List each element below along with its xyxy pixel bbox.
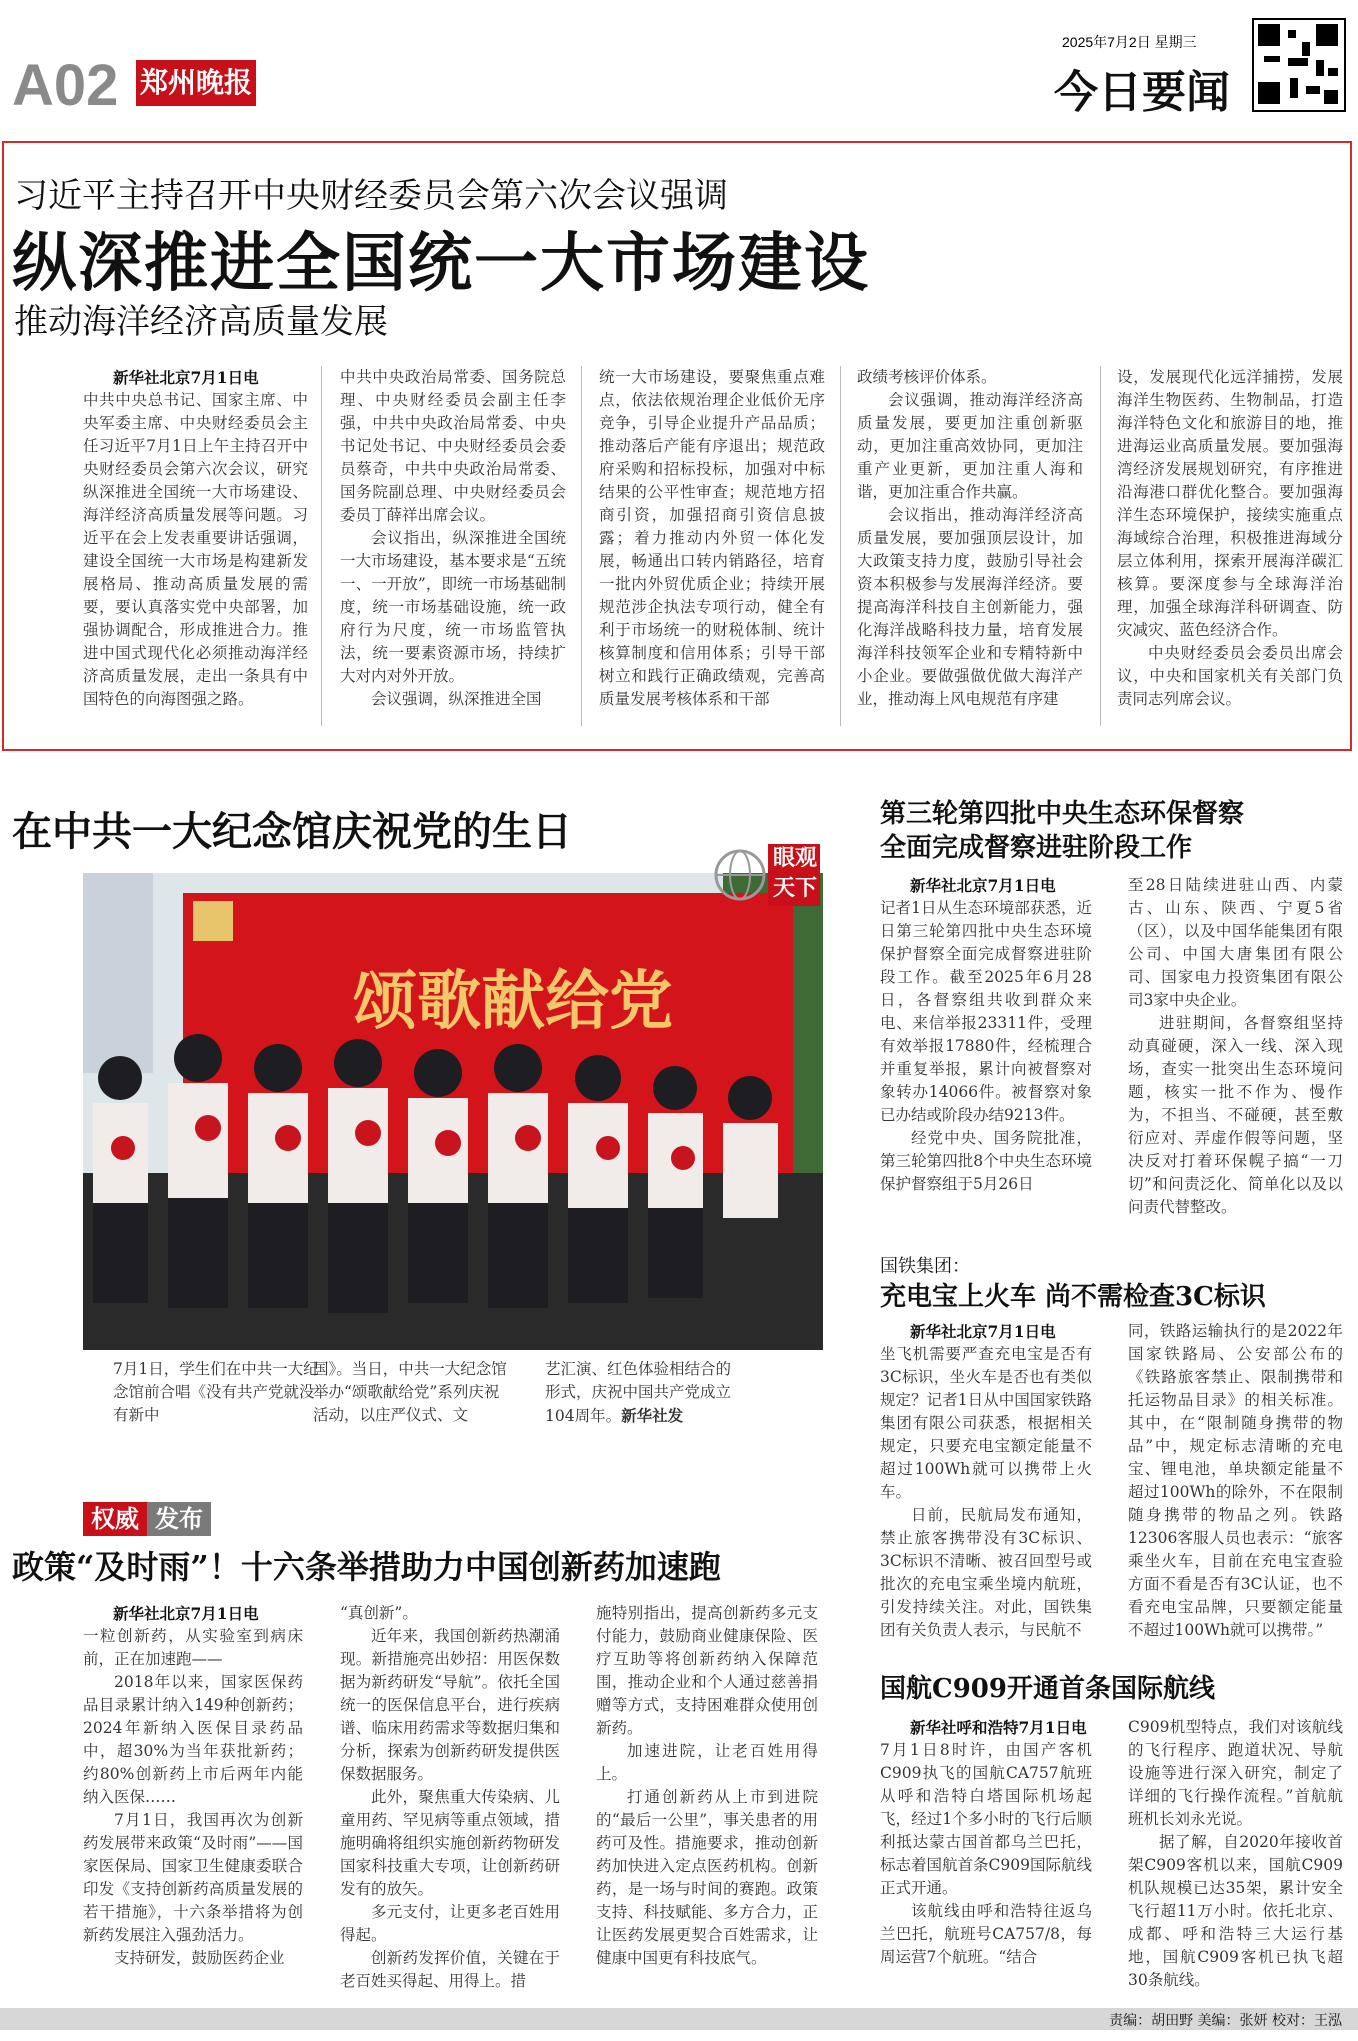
paragraph: 中共中央总书记、国家主席、中央军委主席、中央财经委员会主任习近平7月1日上午主持召开中央财经委员会第六次会议，研究纵深推进全国统一大市场建设、海洋经济高质量发展等问题。习近平在会上发表重要讲话强调，建设全国统一大市场是构建新发展格局、推动高质量发展的需要，要认真落实党中央部署，加强协调配合，形成推进合力。推进中国式现代化必须推动海洋经济高质量发展，走出一条具有中国特色的向海图强之路。 xyxy=(83,391,308,708)
photo-caption-1: 7月1日，学生们在中共一大纪念馆前合唱《没有共产党就没有新中 xyxy=(113,1360,319,1424)
paragraph: 进驻期间，各督察组坚持动真碰硬，深入一线、深入现场，查实一批突出生态环境问题，核实一批不作为、慢作为，不担当、不碰硬，甚至敷衍应对、弄虚作假等问题，坚决反对打着环保幌子搞“一刀切”和问责泛化、简单化以及以问责代替整改。 xyxy=(1128,1014,1343,1216)
column-divider xyxy=(840,366,841,726)
lead-column-5 xyxy=(1117,366,1343,711)
paragraph: 多元支付，让更多老百姓用得起。 xyxy=(340,1903,560,1944)
column-divider xyxy=(1100,366,1101,726)
air-dateline: 新华社呼和浩特7月1日电 xyxy=(910,1718,1087,1737)
lead-column-text xyxy=(599,366,825,711)
section-title: 今日要闻 xyxy=(1054,67,1230,118)
paper-logo: 郑州晚报 xyxy=(136,60,256,106)
choir-photo-illustration xyxy=(83,873,823,1350)
photo-choir xyxy=(83,873,823,1350)
paragraph: 日前，民航局发布通知，禁止旅客携带没有3C标识、3C标识不清晰、被召回型号或批次的充电宝乘坐境内航班，引发持续关注。对此，国铁集团有关负责人表示，与民航不 xyxy=(880,1506,1092,1639)
rail-dateline: 新华社北京7月1日电 xyxy=(910,1322,1056,1341)
paragraph: 此外，聚焦重大传染病、儿童用药、罕见病等重点领域，措施明确将组织实施创新药物研发国家科技重大专项，让创新药研发有的放矢。 xyxy=(340,1788,560,1898)
lead-kicker: 习近平主持召开中央财经委员会第六次会议强调 xyxy=(14,176,728,216)
paragraph: 中央财经委员会委员出席会议，中央和国家机关有关部门负责同志列席会议。 xyxy=(1117,644,1343,708)
env-column-text xyxy=(1128,874,1343,1219)
env-column-1 xyxy=(880,874,1092,1196)
lead-column-text xyxy=(857,366,1083,711)
badge-text: 眼观天下 xyxy=(772,846,817,901)
paragraph: 会议指出，纵深推进全国统一大市场建设，基本要求是“五统一、一开放”，即统一市场基础制度，统一市场基础设施，统一政府行为尺度，统一市场监管执法，统一要素资源市场，持续扩大对内对外开放。 xyxy=(340,529,566,685)
lead-column-1 xyxy=(83,366,308,711)
env-dateline: 新华社北京7月1日电 xyxy=(910,876,1056,895)
eye-on-world-badge xyxy=(712,840,822,910)
authoritative-release-tag xyxy=(83,1502,211,1536)
policy-dateline: 新华社北京7月1日电 xyxy=(113,1604,259,1623)
rail-column-text xyxy=(880,1343,1092,1642)
paragraph: 近年来，我国创新药热潮涌现。新措施亮出妙招：用医保数据为新药研发“导航”。依托全国统一的医保信息平台，进行疾病谱、临床用药需求等数据归集和分析，探索为创新药研发提供医保数据服务。 xyxy=(340,1627,560,1783)
issue-date: 2025年7月2日 星期三 xyxy=(1062,34,1197,50)
tag-release: 发布 xyxy=(147,1502,211,1536)
env-headline-line2: 全面完成督察进驻阶段工作 xyxy=(880,833,1193,863)
photo-credit: 新华社发 xyxy=(621,1406,684,1425)
paragraph: 会议强调，纵深推进全国 xyxy=(371,690,542,708)
policy-column-text xyxy=(83,1625,303,1970)
paragraph: 经党中央、国务院批准，第三轮第四批8个中央生态环境保护督察组于5月26日 xyxy=(880,1129,1092,1193)
lead-subhead: 推动海洋经济高质量发展 xyxy=(14,302,388,342)
paragraph: 统一大市场建设，要聚焦重点难点，依法依规治理企业低价无序竞争，引导企业提升产品品质；推动落后产能有序退出；规范政府采购和招标投标，加强对中标结果的公平性审查；规范地方招商引资，加强招商引资信息披露；着力推动内外贸一体化发展，畅通出口转内销路径，培育一批内外贸优质企业；持续开展规范涉企执法专项行动，健全有利于市场统一的财税体制、统计核算制度和信用体系；引导干部树立和践行正确政绩观，完善高质量发展考核体系和干部 xyxy=(599,368,825,708)
photo-caption-3 xyxy=(545,1358,745,1428)
lead-headline: 纵深推进全国统一大市场建设 xyxy=(12,226,870,301)
column-divider xyxy=(321,366,322,726)
page-number: A02 xyxy=(12,53,119,118)
qr-code-icon xyxy=(1252,18,1346,112)
air-column-2 xyxy=(1128,1716,1343,1992)
paragraph: 7月1日，我国再次为创新药发展带来政策“及时雨”——国家医保局、国家卫生健康委联合印发《支持创新药高质量发展的若干措施》，十六条举措将为创新药发展注入强劲活力。 xyxy=(83,1811,303,1944)
lead-column-2 xyxy=(340,366,566,711)
footer-bar xyxy=(0,2008,1358,2030)
paragraph: 同，铁路运输执行的是2022年国家铁路局、公安部公布的《铁路旅客禁止、限制携带和托运物品目录》的相关标准。其中，在“限制随身携带的物品”中，规定标志清晰的充电宝、锂电池，单块额定能量不超过100Wh的除外，不在限制随身携带的物品之列。铁路12306客服人员也表示：“旅客乘坐火车，目前在充电宝查验方面不看是否有3C认证，也不看充电宝品牌，只要额定能量不超过100Wh就可以携带。” xyxy=(1128,1322,1343,1639)
paragraph: 一粒创新药，从实验室到病床前，正在加速跑—— xyxy=(83,1627,303,1668)
paragraph: 坐飞机需要严查充电宝是否有3C标识，坐火车是否也有类似规定？记者1日从中国国家铁路集团有限公司获悉，根据相关规定，只要充电宝额定能量不超过100Wh就可以携带上火车。 xyxy=(880,1345,1092,1501)
air-column-text xyxy=(880,1739,1092,1969)
policy-column-text xyxy=(596,1602,818,1970)
paragraph: 7月1日8时许，由国产客机C909执飞的国航CA757航班从呼和浩特白塔国际机场起飞，经过1个多小时的飞行后顺利抵达蒙古国首都乌兰巴托，标志着国航首条C909国际航线正式开通。 xyxy=(880,1741,1092,1897)
env-column-2 xyxy=(1128,874,1343,1219)
policy-column-text xyxy=(340,1602,560,1993)
policy-column-2 xyxy=(340,1602,560,1993)
paragraph: 中共中央政治局常委、国务院总理、中央财经委员会副主任李强，中共中央政治局常委、中央书记处书记、中央财经委员会委员蔡奇，中共中央政治局常委、国务院副总理、中央财经委员会委员丁薛祥出席会议。 xyxy=(340,368,566,524)
rail-headline: 充电宝上火车 尚不需检查3C标识 xyxy=(880,1282,1266,1312)
paragraph: 加速进院，让老百姓用得上。 xyxy=(596,1742,818,1783)
paragraph: 施特别指出，提高创新药多元支付能力，鼓励商业健康保险、医疗互助等将创新药纳入保障范围，推动企业和个人通过慈善捐赠等方式，支持困难群众使用创新药。 xyxy=(596,1604,818,1737)
paragraph: 2018年以来，国家医保药品目录累计纳入149种创新药；2024年新纳入医保目录药品中，超30%为当年获批新药；约80%创新药上市后两年内能纳入医保…… xyxy=(83,1673,303,1806)
paragraph: 该航线由呼和浩特往返乌兰巴托，航班号CA757/8，每周运营7个航班。“结合 xyxy=(880,1902,1092,1966)
footer-credits: 责编：胡田野 美编：张妍 校对：王泓 xyxy=(1109,2013,1342,2029)
photo-story-headline: 在中共一大纪念馆庆祝党的生日 xyxy=(12,808,572,855)
paragraph: 记者1日从生态环境部获悉，近日第三轮第四批中央生态环境保护督察全面完成督察进驻阶段工作。截至2025年6月28日，各督察组共收到群众来电、来信举报23311件，受理有效举报17880件，经梳理合并重复举报，累计向被督察对象转办14066件。被督察对象已办结或阶段办结9213件。 xyxy=(880,899,1092,1124)
rail-column-1 xyxy=(880,1320,1092,1642)
paragraph: 创新药发挥价值，关键在于老百姓买得起、用得上。措 xyxy=(340,1949,560,1990)
paragraph: C909机型特点，我们对该航线的飞行程序、跑道状况、导航设施等进行深入研究，制定了详细的飞行操作流程。”首航航班机长刘永光说。 xyxy=(1128,1718,1343,1828)
env-column-text xyxy=(880,897,1092,1196)
banner-text: 颂歌献给党 xyxy=(353,964,673,1039)
lead-dateline: 新华社北京7月1日电 xyxy=(113,368,259,387)
paragraph: 设，发展现代化远洋捕捞，发展海洋生物医药、生物制品，打造海洋特色文化和旅游目的地，推进海运业高质量发展。要加强海湾经济发展规划研究，有序推进沿海港口群优化整合。要加强海洋生态环境保护，接续实施重点海域综合治理，积极推进海域分层立体利用，探索开展海洋碳汇核算。要深度参与全球海洋治理，加强全球海洋科研调查、防灾减灾、蓝色经济合作。 xyxy=(1117,368,1343,639)
paragraph: 至28日陆续进驻山西、内蒙古、山东、陕西、宁夏5省（区），以及中国华能集团有限公司、中国大唐集团有限公司、国家电力投资集团有限公司3家中央企业。 xyxy=(1128,876,1343,1009)
lead-column-text xyxy=(340,366,566,711)
tag-authoritative: 权威 xyxy=(83,1502,147,1536)
paragraph: 据了解，自2020年接收首架C909客机以来，国航C909机队规模已达35架，累计安全飞行超11万小时。依托北京、成都、呼和浩特三大运行基地，国航C909客机已执飞超30条航线。 xyxy=(1128,1833,1343,1989)
paragraph: 政绩考核评价体系。 xyxy=(857,368,997,386)
lead-column-text xyxy=(83,389,308,711)
paragraph: “真创新”。 xyxy=(340,1604,418,1622)
rail-column-text xyxy=(1128,1320,1343,1642)
air-column-1 xyxy=(880,1716,1092,1969)
env-headline-line1: 第三轮第四批中央生态环保督察 xyxy=(880,799,1245,829)
photo-caption-2: 国》。当日，中共一大纪念馆举办“颂歌献给党”系列庆祝活动，以庄严仪式、文 xyxy=(313,1360,507,1424)
policy-column-1 xyxy=(83,1602,303,1970)
lead-column-4 xyxy=(857,366,1083,711)
paragraph: 会议强调，推动海洋经济高质量发展，要更加注重创新驱动，更加注重高效协同，更加注重产业更新，更加注重人海和谐，更加注重合作共赢。 xyxy=(857,391,1083,501)
policy-headline: 政策“及时雨”！十六条举措助力中国创新药加速跑 xyxy=(12,1548,721,1586)
paragraph: 会议指出，推动海洋经济高质量发展，要加强顶层设计，加大政策支持力度，鼓励引导社会资本积极参与发展海洋经济。要提高海洋科技自主创新能力，强化海洋战略科技力量，培育发展海洋科技领军企业和专精特新中小企业。要做强做优做大海洋产业，推动海上风电规范有序建 xyxy=(857,506,1083,708)
air-headline: 国航C909开通首条国际航线 xyxy=(880,1674,1215,1704)
rail-column-2 xyxy=(1128,1320,1343,1642)
lead-column-3 xyxy=(599,366,825,711)
lead-column-text xyxy=(1117,366,1343,711)
paragraph: 打通创新药从上市到进院的“最后一公里”，事关患者的用药可及性。措施要求，推动创新药加快进入定点医药机构。创新药，是一场与时间的赛跑。政策支持、科技赋能、多方合力，正让医药发展更契合百姓需求，让健康中国更有科技底气。 xyxy=(596,1788,818,1967)
column-divider xyxy=(581,366,582,726)
photo-caption-text: 艺汇演、红色体验相结合的形式，庆祝中国共产党成立104周年。 xyxy=(545,1360,732,1425)
policy-column-3 xyxy=(596,1602,818,1970)
paragraph: 支持研发，鼓励医药企业 xyxy=(114,1949,285,1967)
rail-kicker: 国铁集团： xyxy=(880,1256,970,1277)
air-column-text xyxy=(1128,1716,1343,1992)
